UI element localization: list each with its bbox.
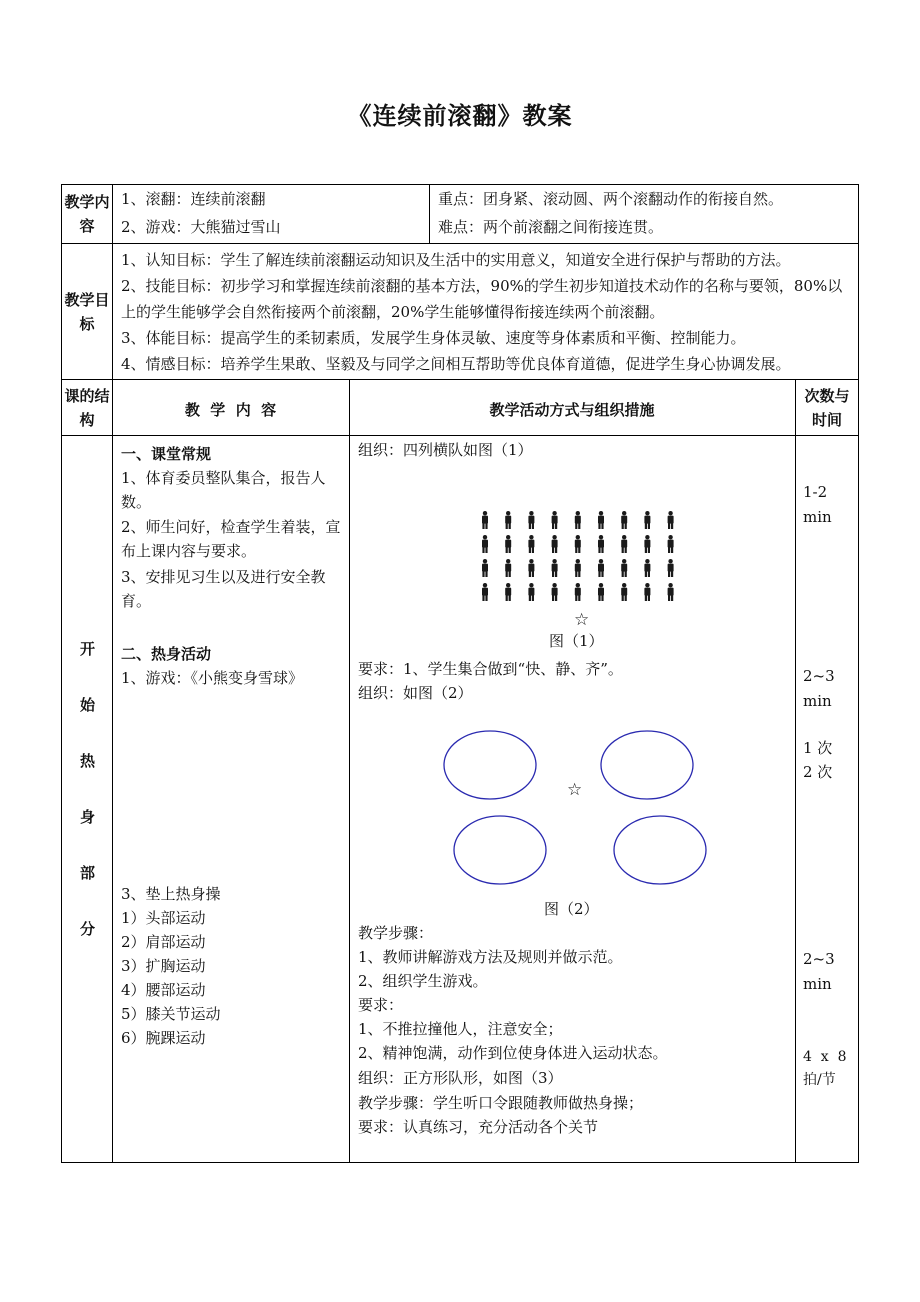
teacher-star-icon: ☆ — [574, 610, 590, 630]
section-label-char: 部 — [80, 864, 96, 882]
group-circle — [454, 816, 546, 884]
repeat-count: 1 次 — [803, 739, 833, 757]
figure-2-caption: 图（2） — [544, 900, 599, 918]
section-label-char: 始 — [80, 696, 96, 714]
goal-item: 4、情感目标：培养学生果敢、坚毅及与同学之间相互帮助等优良体育道德，促进学生身心协调发展。 — [121, 355, 791, 373]
routine-item: 2、师生问好，检查学生着装，宣布上课内容与要求。 — [121, 518, 341, 560]
student-figure-icon — [598, 511, 604, 529]
group-circle — [614, 816, 706, 884]
warmup-game: 1、游戏：《小熊变身雪球》 — [121, 669, 304, 687]
goal-item: 3、体能目标：提高学生的柔韧素质，发展学生身体灵敏、速度等身体素质和平衡、控制能力。 — [121, 329, 746, 347]
group-circle — [444, 731, 536, 799]
section-label-char: 热 — [80, 752, 96, 770]
beat-count: 4 x 8 — [803, 1049, 847, 1065]
goal-item: 2、技能目标：初步学习和掌握连续前滚翻的基本方法，90%的学生初步知道技术动作的名称与要领，80%以上的学生能够学会自然衔接两个前滚翻，20%学生能够懂得衔接连续两个前滚翻。 — [121, 277, 843, 321]
routine-heading: 一、课堂常规 — [121, 445, 212, 463]
student-figure-icon — [644, 583, 650, 601]
steps-label: 教学步骤： — [358, 924, 434, 942]
student-figure-icon — [668, 583, 674, 601]
step-item: 1、教师讲解游戏方法及规则并做示范。 — [358, 948, 623, 966]
time-unit: min — [803, 508, 832, 526]
step-item: 2、组织学生游戏。 — [358, 972, 488, 990]
student-figure-icon — [505, 583, 511, 601]
requirements-label: 要求： — [358, 996, 404, 1014]
section-label-char: 身 — [80, 808, 96, 826]
time-unit: min — [803, 692, 832, 710]
mat-item: 2）肩部运动 — [121, 933, 206, 951]
routine-item: 1、体育委员整队集合，报告人数。 — [121, 469, 326, 511]
student-figure-icon — [552, 511, 558, 529]
student-figure-icon — [528, 559, 534, 577]
student-figure-icon — [621, 535, 627, 553]
student-figure-icon — [575, 583, 581, 601]
lesson-plan-table — [61, 184, 859, 1163]
student-figure-icon — [482, 511, 488, 529]
page-title: 《连续前滚翻》教案 — [347, 101, 573, 130]
student-figure-icon — [552, 583, 558, 601]
mat-item: 5）膝关节运动 — [121, 1005, 221, 1023]
student-figure-icon — [528, 511, 534, 529]
student-figure-icon — [644, 559, 650, 577]
formation-diagram — [477, 511, 677, 606]
header-content: 教 学 内 容 — [184, 401, 277, 419]
requirement-item: 2、精神饱满，动作到位使身体进入运动状态。 — [358, 1044, 668, 1062]
goal-item: 1、认知目标：学生了解连续前滚翻运动知识及生活中的实用意义，知道安全进行保护与帮助的方法。 — [121, 251, 791, 269]
time-value: 1-2 — [803, 483, 828, 501]
student-figure-icon — [552, 535, 558, 553]
student-figure-icon — [552, 559, 558, 577]
figure-1-caption: 图（1） — [549, 632, 604, 650]
requirement-item: 1、不推拉撞他人，注意安全； — [358, 1020, 563, 1038]
content-item: 2、游戏：大熊猫过雪山 — [121, 218, 281, 236]
student-figure-icon — [668, 511, 674, 529]
org-formation-3: 组织：正方形队形，如图（3） — [358, 1069, 563, 1087]
section-label-char: 分 — [80, 920, 96, 938]
student-figure-icon — [528, 583, 534, 601]
requirement-1: 要求：1、学生集合做到“快、静、齐”。 — [358, 660, 623, 678]
org-formation-2: 组织：如图（2） — [358, 684, 473, 702]
warmup-steps: 教学步骤：学生听口令跟随教师做热身操； — [358, 1094, 644, 1112]
goals-list — [121, 247, 851, 377]
key-point: 重点：团身紧、滚动圆、两个滚翻动作的衔接自然。 — [438, 190, 784, 208]
goals-row-label: 教学目标 — [64, 291, 110, 333]
student-figure-icon — [482, 559, 488, 577]
group-circle — [601, 731, 693, 799]
student-figure-icon — [598, 583, 604, 601]
student-figure-icon — [505, 535, 511, 553]
mat-item: 3）扩胸运动 — [121, 957, 206, 975]
student-figure-icon — [621, 583, 627, 601]
student-figure-icon — [644, 535, 650, 553]
student-figure-icon — [528, 535, 534, 553]
time-value: 2~3 — [803, 667, 835, 685]
content-row-label: 教学内容 — [64, 193, 110, 235]
content-item: 1、滚翻：连续前滚翻 — [121, 190, 266, 208]
mat-item: 1）头部运动 — [121, 909, 206, 927]
repeat-count: 2 次 — [803, 763, 833, 781]
student-figure-icon — [575, 511, 581, 529]
student-figure-icon — [505, 511, 511, 529]
student-figure-icon — [598, 559, 604, 577]
routine-item: 3、安排见习生以及进行安全教育。 — [121, 568, 326, 610]
mat-exercise-heading: 3、垫上热身操 — [121, 885, 221, 903]
time-unit: min — [803, 975, 832, 993]
difficulty-point: 难点：两个前滚翻之间衔接连贯。 — [438, 218, 664, 236]
mat-item: 4）腰部运动 — [121, 981, 206, 999]
beat-unit: 拍/节 — [803, 1072, 836, 1088]
student-figure-icon — [482, 583, 488, 601]
teacher-star-icon: ☆ — [567, 780, 583, 800]
org-formation-1: 组织：四列横队如图（1） — [358, 441, 533, 459]
time-value: 2~3 — [803, 950, 835, 968]
student-figure-icon — [644, 511, 650, 529]
student-figure-icon — [668, 535, 674, 553]
warmup-heading: 二、热身活动 — [121, 645, 212, 663]
student-figure-icon — [505, 559, 511, 577]
circle-groups-diagram — [442, 730, 712, 890]
student-figure-icon — [621, 511, 627, 529]
header-time: 次数与时间 — [804, 387, 850, 429]
header-activity: 教学活动方式与组织措施 — [489, 401, 655, 419]
student-figure-icon — [482, 535, 488, 553]
student-figure-icon — [575, 559, 581, 577]
header-structure: 课的结构 — [64, 387, 110, 429]
student-figure-icon — [575, 535, 581, 553]
warmup-requirement: 要求：认真练习，充分活动各个关节 — [358, 1118, 599, 1136]
student-figure-icon — [598, 535, 604, 553]
section-label-char: 开 — [80, 640, 96, 658]
student-figure-icon — [621, 559, 627, 577]
mat-item: 6）腕踝运动 — [121, 1029, 206, 1047]
student-figure-icon — [668, 559, 674, 577]
